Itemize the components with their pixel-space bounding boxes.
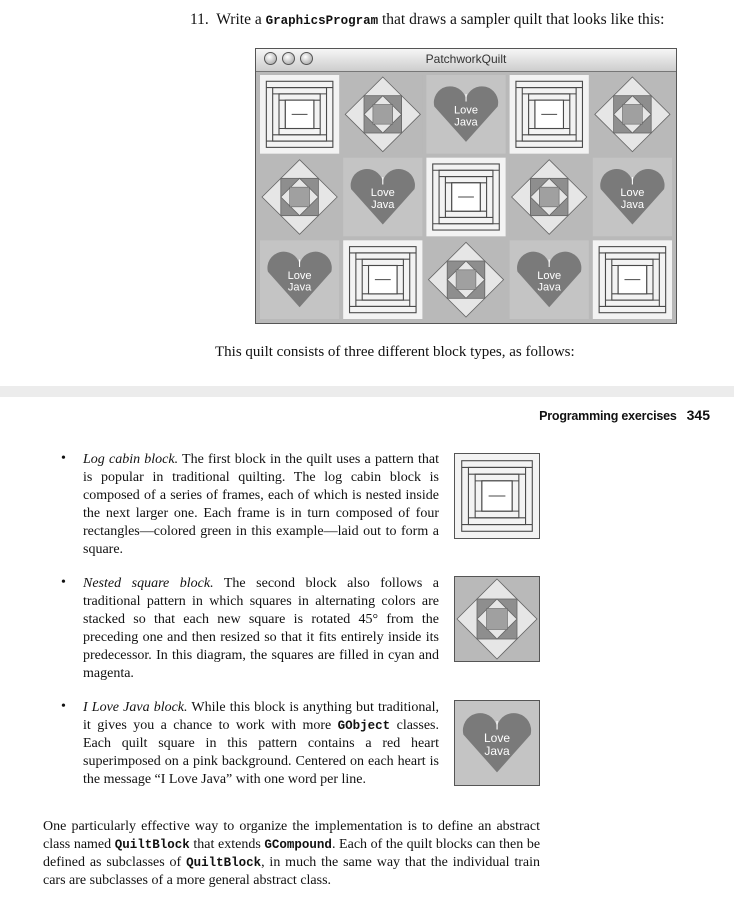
window-title: PatchworkQuilt — [425, 52, 507, 66]
bullet-title: Nested square block. — [83, 576, 214, 591]
heart-text-line2: Love — [620, 187, 645, 200]
quilt-block-nested-square — [593, 75, 672, 154]
bullet-body: The first block in the quilt uses a pattern that is popular in traditional quilting. The log cabin block is composed of a series of frames, each of which is nested inside the next larger one. Each frame is in turn composed of four rectangles—colored green in this example—laid out to form a square. — [83, 452, 439, 557]
nested-square-core — [290, 187, 310, 207]
quilt-block-nested-square — [343, 75, 422, 154]
quilt-block-nested-square — [260, 158, 339, 237]
bullet-title: Log cabin block. — [83, 452, 179, 467]
final-text-1: One particularly effective way to organize the implementation is to define an abstract class named — [43, 819, 540, 852]
heart-text-line2: Love — [287, 269, 312, 282]
heart-text-line3: Java — [371, 199, 395, 212]
quilt-block-inner — [343, 240, 422, 319]
code-quiltblock: QuiltBlock — [114, 838, 190, 852]
quilt-caption: This quilt consists of three different block types, as follows: — [215, 344, 575, 360]
quilt-block-inner — [510, 240, 589, 319]
quilt-block-nested-square — [426, 240, 505, 319]
heart-text-line2: Love — [454, 104, 478, 117]
quilt-block-inner — [426, 75, 505, 154]
exercise-text-after: that draws a sampler quilt that looks like this: — [382, 11, 665, 28]
code-gobject: GObject — [337, 719, 391, 733]
quilt-block-inner — [510, 158, 589, 237]
quilt-block-love-java — [426, 75, 505, 154]
final-text-4: , in much the same way that the individual train cars are subclasses of a more general abstract class. — [43, 855, 540, 888]
heart-text-line1: I — [464, 92, 468, 105]
quilt-block-inner — [260, 240, 339, 319]
quilt-block-inner — [593, 158, 672, 237]
heart-text-line1: I — [630, 175, 634, 188]
quilt-block-inner — [260, 158, 339, 237]
quilt-block-inner — [260, 75, 339, 154]
bullet-love-java — [83, 699, 439, 789]
log-cabin-sample — [454, 453, 540, 539]
nested-square-core — [487, 609, 508, 630]
quilt-block-log-cabin — [510, 75, 589, 154]
code-gcompound: GCompound — [264, 838, 332, 852]
final-text-2: that extends — [193, 837, 261, 852]
final-text-3: . Each of the quilt blocks can then be defined as subclasses of — [43, 837, 541, 870]
quilt-block-love-java — [343, 158, 422, 237]
quilt-block-log-cabin — [426, 158, 505, 237]
nested-square-core — [456, 270, 476, 290]
quilt-block-inner — [510, 75, 589, 154]
quilt-block-inner — [343, 75, 422, 154]
bullet-marker: • — [61, 699, 66, 714]
heart-text-line2: Love — [483, 731, 511, 746]
page-number: 345 — [686, 407, 710, 423]
window-titlebar[interactable] — [256, 49, 676, 72]
heart-text-line3: Java — [537, 281, 561, 294]
quilt-canvas — [258, 73, 674, 321]
exercise-number: 11. — [190, 11, 209, 28]
quilt-block-inner — [343, 158, 422, 237]
quilt-block-love-java — [510, 240, 589, 319]
exercise-statement — [190, 11, 664, 29]
code-quiltblock: QuiltBlock — [186, 856, 262, 870]
quilt-block-inner — [426, 240, 505, 319]
quilt-block-log-cabin — [260, 75, 339, 154]
bullet-nested-square — [83, 575, 439, 683]
heart-text-line1: I — [547, 258, 551, 271]
page-top — [0, 0, 734, 386]
quilt-block-log-cabin — [593, 240, 672, 319]
final-paragraph — [43, 818, 540, 890]
quilt-block-log-cabin — [343, 240, 422, 319]
bullet-marker: • — [61, 575, 66, 590]
quilt-block-love-java — [260, 240, 339, 319]
heart-text-line3: Java — [620, 199, 645, 212]
heart-text-line2: Love — [370, 187, 395, 200]
nested-square-core — [373, 105, 393, 125]
sample-block-log-cabin — [455, 454, 539, 538]
section-title: Programming exercises — [539, 409, 677, 423]
sample-block-love-java — [455, 701, 539, 785]
love-java-sample — [454, 700, 540, 786]
bullet-body-part1: While this block is anything but traditional, it gives you a chance to work with more — [83, 700, 440, 733]
exercise-text-before: Write a — [216, 11, 262, 28]
quilt-block-inner — [426, 158, 505, 237]
patchwork-quilt-window — [255, 48, 677, 324]
bullet-marker: • — [61, 451, 66, 466]
page-header — [539, 407, 710, 425]
nested-square-core — [623, 105, 643, 125]
nested-square-core — [539, 187, 559, 207]
nested-square-sample — [454, 576, 540, 662]
heart-text-line2: Love — [537, 269, 562, 282]
heart-text-line1: I — [381, 175, 385, 188]
heart-text-line1: I — [495, 718, 499, 733]
heart-text-line3: Java — [484, 743, 510, 758]
quilt-block-nested-square — [510, 158, 589, 237]
quilt-block-love-java — [593, 158, 672, 237]
bullet-body: The second block also follows a traditional pattern in which squares in alternating colors are stacked so that each new square is rotated 45° from the preceding one and then resized so that it fits entirely inside its predecessor. In this diagram, the squares are filled in cyan and magenta. — [83, 576, 440, 681]
quilt-block-inner — [593, 75, 672, 154]
bullet-body-part2: classes. Each quilt square in this pattern contains a red heart superimposed on a pink background. Centered on each heart is the message “I Love Java” with one word per line. — [83, 718, 439, 787]
sample-block-nested-square — [455, 577, 539, 661]
heart-text-line1: I — [298, 258, 302, 271]
heart-text-line3: Java — [287, 281, 312, 294]
bullet-log-cabin — [83, 451, 439, 559]
bullet-title: I Love Java block. — [83, 700, 188, 715]
heart-text-line3: Java — [454, 116, 478, 129]
quilt-block-inner — [593, 240, 672, 319]
exercise-class-name: GraphicsProgram — [265, 14, 379, 28]
